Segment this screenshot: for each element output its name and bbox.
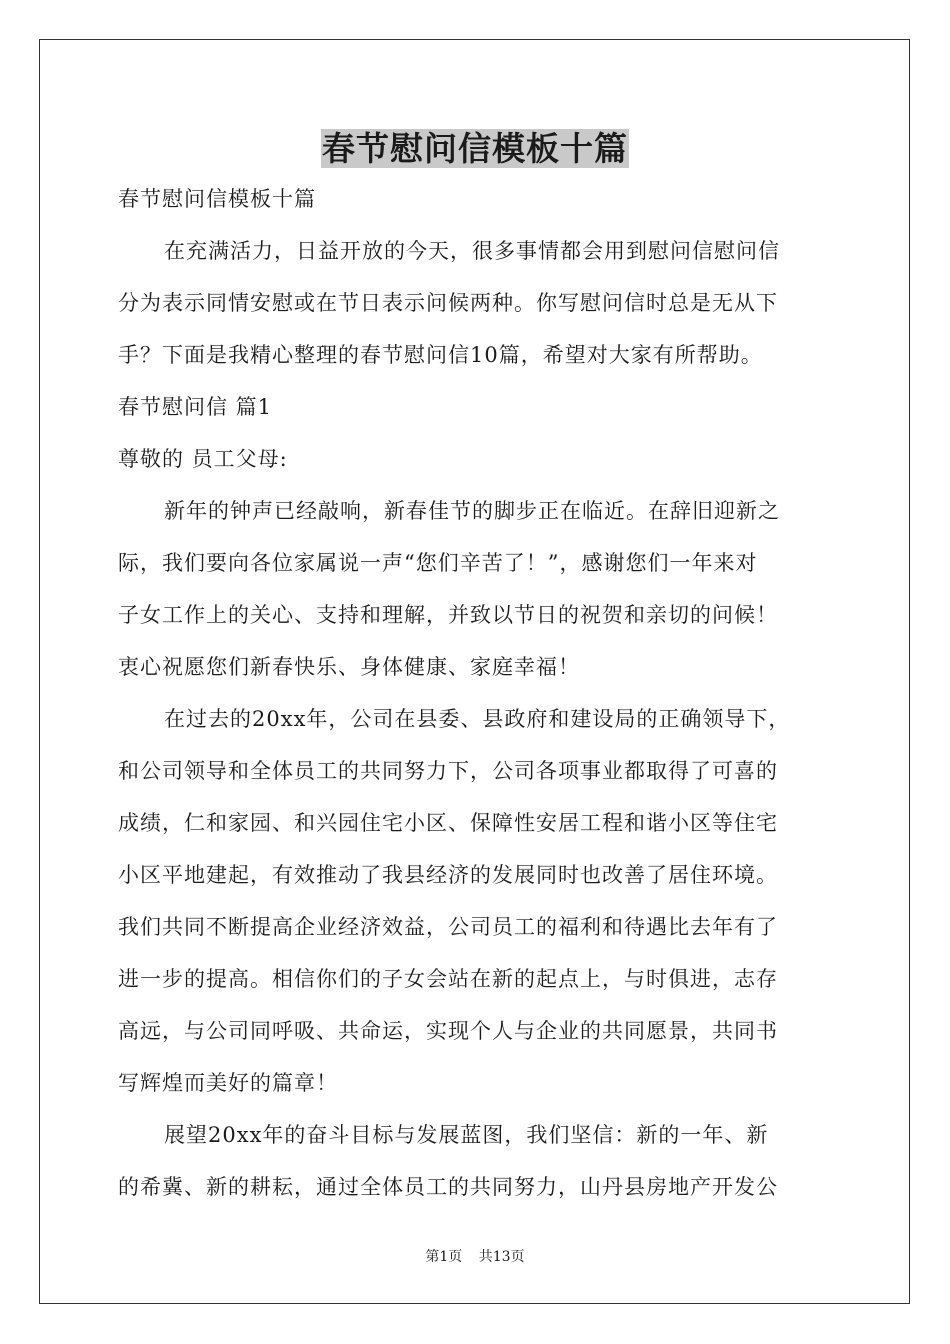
body-line: 展望20xx年的奋斗目标与发展蓝图，我们坚信：新的一年、新 bbox=[164, 1123, 769, 1147]
body-line: 高远，与公司同呼吸、共命运，实现个人与企业的共同愿景，共同书 bbox=[118, 1019, 778, 1043]
body-line: 我们共同不断提高企业经济效益，公司员工的福利和待遇比去年有了 bbox=[118, 915, 778, 939]
body-line: 的希冀、新的耕耘，通过全体员工的共同努力，山丹县房地产开发公 bbox=[118, 1175, 778, 1199]
body-line: 尊敬的 员工父母: bbox=[118, 447, 288, 471]
body-line: 进一步的提高。相信你们的子女会站在新的起点上，与时俱进，志存 bbox=[118, 967, 778, 991]
body-line: 子女工作上的关心、支持和理解，并致以节日的祝贺和亲切的问候！ bbox=[118, 603, 778, 627]
body-line: 和公司领导和全体员工的共同努力下，公司各项事业都取得了可喜的 bbox=[118, 759, 778, 783]
body-line: 写辉煌而美好的篇章！ bbox=[118, 1071, 338, 1095]
document-title bbox=[0, 128, 950, 170]
body-line: 手？下面是我精心整理的春节慰问信10篇，希望对大家有所帮助。 bbox=[118, 343, 763, 367]
body-line: 新年的钟声已经敲响，新春佳节的脚步正在临近。在辞旧迎新之 bbox=[164, 499, 780, 523]
body-line: 分为表示同情安慰或在节日表示问候两种。你写慰问信时总是无从下 bbox=[118, 291, 778, 315]
body-line: 在充满活力，日益开放的今天，很多事情都会用到慰问信慰问信 bbox=[164, 239, 780, 263]
page-footer bbox=[0, 1246, 950, 1266]
body-line: 春节慰问信 篇1 bbox=[118, 395, 273, 419]
body-line: 小区平地建起，有效推动了我县经济的发展同时也改善了居住环境。 bbox=[118, 863, 778, 887]
body-line: 成绩，仁和家园、和兴园住宅小区、保障性安居工程和谐小区等住宅 bbox=[118, 811, 778, 835]
body-line: 衷心祝愿您们新春快乐、身体健康、家庭幸福！ bbox=[118, 655, 580, 679]
body-line: 春节慰问信模板十篇 bbox=[118, 187, 316, 211]
body-line: 在过去的20xx年，公司在县委、县政府和建设局的正确领导下， bbox=[164, 707, 791, 731]
page-number: 第1页 bbox=[425, 1249, 463, 1265]
body-line: 际，我们要向各位家属说一声“您们辛苦了！”，感谢您们一年来对 bbox=[118, 551, 758, 575]
page-total: 共13页 bbox=[478, 1249, 525, 1265]
document-body bbox=[118, 177, 838, 1217]
document-title-text: 春节慰问信模板十篇 bbox=[322, 129, 628, 168]
